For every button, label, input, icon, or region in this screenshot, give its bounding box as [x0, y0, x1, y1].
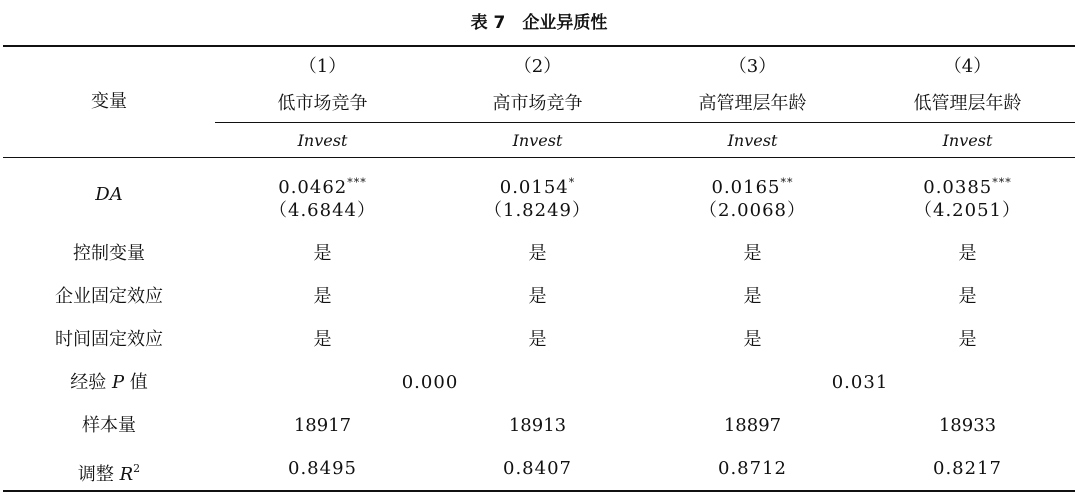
dependent-var-3: Invest — [727, 131, 778, 150]
row-label-adj-r2 — [3, 457, 215, 487]
empirical-p-low-high-competition: 0.000 — [401, 372, 459, 393]
group-header-4: 低管理层年龄 — [913, 93, 1022, 114]
row-label-controls: 控制变量 — [73, 243, 145, 264]
firm-fe-3: 是 — [743, 286, 762, 307]
significance-stars: *** — [347, 176, 367, 189]
firm-fe-2: 是 — [528, 286, 547, 307]
dependent-var-1: Invest — [297, 131, 348, 150]
significance-stars: * — [568, 176, 576, 189]
adj-r2-4: 0.8217 — [933, 458, 1002, 479]
significance-stars: ** — [780, 176, 794, 189]
controls-3: 是 — [743, 243, 762, 264]
dependent-var-4: Invest — [942, 131, 993, 150]
row-label-sample-size: 样本量 — [82, 415, 136, 436]
da-coef-2 — [430, 171, 645, 200]
group-header-3: 高管理层年龄 — [698, 93, 807, 114]
adj-r2-3: 0.8712 — [718, 458, 787, 479]
label-variable: P — [111, 372, 125, 393]
sample-size-1: 18917 — [293, 415, 352, 436]
controls-2: 是 — [528, 243, 547, 264]
label-prefix: 调整 — [77, 464, 114, 485]
da-coef-value: 0.0385 — [923, 177, 993, 198]
time-fe-3: 是 — [743, 329, 762, 350]
sample-size-3: 18897 — [723, 415, 782, 436]
da-coef-value: 0.0154 — [499, 177, 569, 198]
col-number-3: （3） — [728, 56, 777, 77]
da-coef-value: 0.0462 — [278, 177, 348, 198]
controls-1: 是 — [313, 243, 332, 264]
col-number-2: （2） — [513, 56, 562, 77]
da-coef-1 — [215, 171, 430, 200]
da-coef-value: 0.0165 — [711, 177, 781, 198]
top-rule — [3, 45, 1075, 47]
label-suffix: 值 — [129, 372, 148, 393]
label-prefix: 经验 — [70, 372, 107, 393]
time-fe-1: 是 — [313, 329, 332, 350]
group-header-rule — [215, 122, 1075, 123]
da-tstat-2: （1.8249） — [484, 200, 591, 221]
adj-r2-2: 0.8407 — [503, 458, 572, 479]
da-tstat-4: （4.2051） — [914, 200, 1021, 221]
row-label-da: DA — [95, 184, 123, 205]
da-coef-4 — [860, 171, 1075, 200]
label-superscript: 2 — [133, 462, 141, 475]
da-tstat-3: （2.0068） — [699, 200, 806, 221]
firm-fe-1: 是 — [313, 286, 332, 307]
group-header-2: 高市场竞争 — [492, 93, 583, 114]
bottom-rule — [3, 490, 1075, 492]
sample-size-4: 18933 — [938, 415, 997, 436]
da-coef-3 — [645, 171, 860, 200]
time-fe-4: 是 — [958, 329, 977, 350]
table-caption: 表 7 企业异质性 — [470, 13, 608, 33]
time-fe-2: 是 — [528, 329, 547, 350]
adj-r2-1: 0.8495 — [288, 458, 357, 479]
firm-fe-4: 是 — [958, 286, 977, 307]
empirical-p-manager-age: 0.031 — [831, 372, 889, 393]
col-number-1: （1） — [298, 56, 347, 77]
row-label-firm-fe: 企业固定效应 — [55, 286, 163, 307]
sample-size-2: 18913 — [508, 415, 567, 436]
dependent-var-2: Invest — [512, 131, 563, 150]
group-header-1: 低市场竞争 — [277, 93, 368, 114]
header-bottom-rule — [3, 157, 1075, 158]
label-variable: R — [119, 464, 134, 485]
significance-stars: *** — [992, 176, 1012, 189]
row-label-empirical-p — [3, 371, 215, 395]
col-number-4: （4） — [943, 56, 992, 77]
da-tstat-1: （4.6844） — [269, 200, 376, 221]
row-label-time-fe: 时间固定效应 — [55, 329, 163, 350]
controls-4: 是 — [958, 243, 977, 264]
variable-header: 变量 — [91, 91, 127, 112]
